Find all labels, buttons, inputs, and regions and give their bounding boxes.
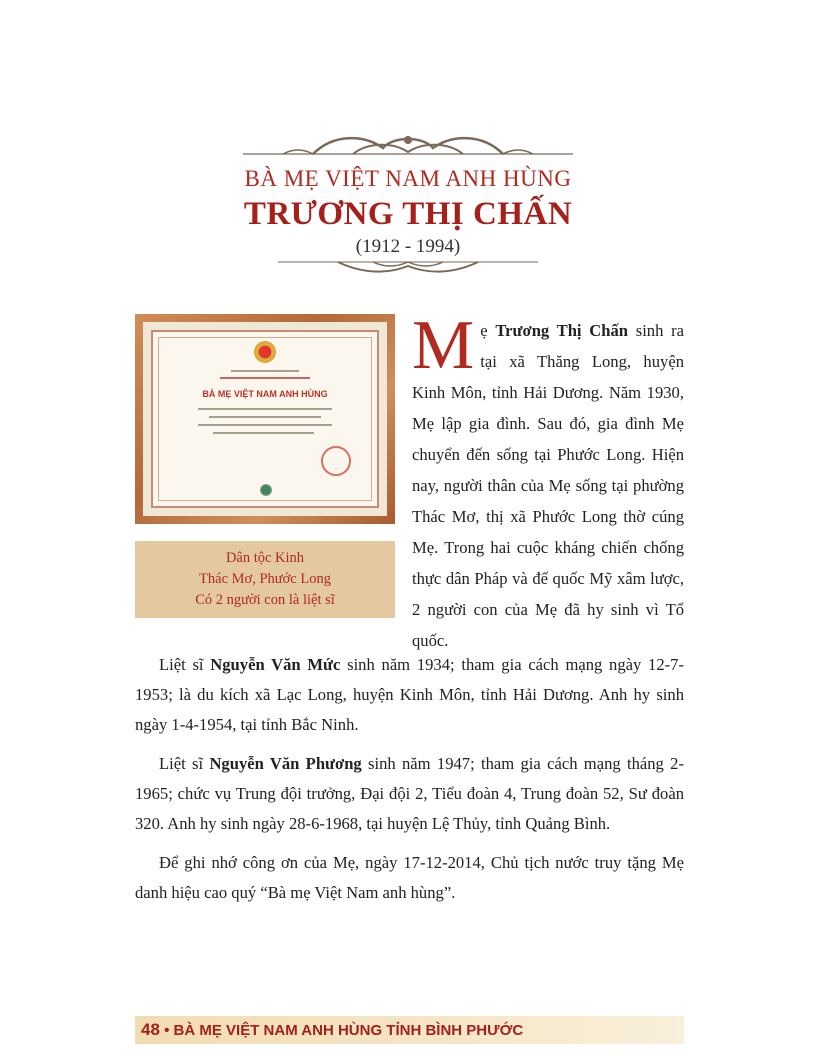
title-years: (1912 - 1994) — [355, 236, 461, 257]
paragraph — [135, 749, 684, 839]
drop-cap: M — [412, 307, 475, 384]
caption-line: Dân tộc Kinh — [225, 550, 305, 566]
national-emblem-icon — [254, 341, 276, 363]
title-subtitle: BÀ MẸ VIỆT NAM ANH HÙNG — [244, 166, 572, 191]
paragraph — [135, 650, 684, 740]
book-title: BÀ MẸ VIỆT NAM ANH HÙNG TỈNH BÌNH PHƯỚC — [173, 1022, 524, 1039]
caption-line: Thác Mơ, Phước Long — [199, 571, 331, 587]
intro-text-rest: sinh ra tại xã Thăng Long, huyện Kinh Môn, tỉnh Hải Dương. Năm 1930, Mẹ lập gia đình. Sau đó, gia đình Mẹ chuyển đến sống tại Phước Long. Hiện nay, người thân của Mẹ sống tại phường Thác Mơ, thị xã Phước Long thờ cúng Mẹ. Trong hai cuộc kháng chiến chống thực dân Pháp và đế quốc Mỹ xâm lược, 2 người con của Mẹ đã hy sinh vì Tổ quốc. — [412, 321, 685, 650]
title-name: TRƯƠNG THỊ CHẤN — [243, 196, 573, 232]
photo-caption — [135, 541, 395, 618]
certificate-photo — [135, 314, 395, 524]
intro-paragraph — [412, 307, 685, 656]
paragraph-text: sinh năm 1947; tham gia cách mạng tháng 2-1965; chức vụ Trung đội trưởng, Đại đội 2, Tiểu đoàn 4, Trung đoàn 52, Sư đoàn 320. Anh hy sinh ngày 28-6-1968, tại huyện Lệ Thủy, tỉnh Quảng Bình. — [135, 754, 684, 833]
footer-separator: • — [164, 1022, 170, 1039]
top-ornament — [0, 128, 816, 166]
paragraph-prefix: Liệt sĩ — [159, 655, 211, 674]
intro-text-start: ẹ — [480, 321, 496, 340]
main-body — [135, 650, 684, 917]
paragraph — [135, 848, 684, 908]
martyr-name: Nguyễn Văn Phương — [209, 754, 362, 773]
intro-name: Trương Thị Chấn — [495, 321, 629, 340]
page-number: 48 — [141, 1020, 160, 1039]
medal-icon — [260, 484, 272, 496]
page-footer — [135, 1016, 684, 1044]
certificate-title: BÀ MẸ VIỆT NAM ANH HÙNG — [202, 389, 328, 399]
bottom-ornament — [0, 254, 816, 276]
paragraph-text: Để ghi nhớ công ơn của Mẹ, ngày 17-12-2014, Chủ tịch nước truy tặng Mẹ danh hiệu cao quý “Bà mẹ Việt Nam anh hùng”. — [135, 853, 684, 902]
paragraph-prefix: Liệt sĩ — [159, 754, 210, 773]
caption-line: Có 2 người con là liệt sĩ — [195, 592, 335, 608]
martyr-name: Nguyễn Văn Mức — [210, 655, 341, 674]
paragraph-text: sinh năm 1934; tham gia cách mạng ngày 12-7-1953; là du kích xã Lạc Long, huyện Kinh Môn, tỉnh Hải Dương. Anh hy sinh ngày 1-4-1954, tại tỉnh Bắc Ninh. — [135, 655, 685, 734]
certificate-seal-icon — [321, 446, 351, 476]
